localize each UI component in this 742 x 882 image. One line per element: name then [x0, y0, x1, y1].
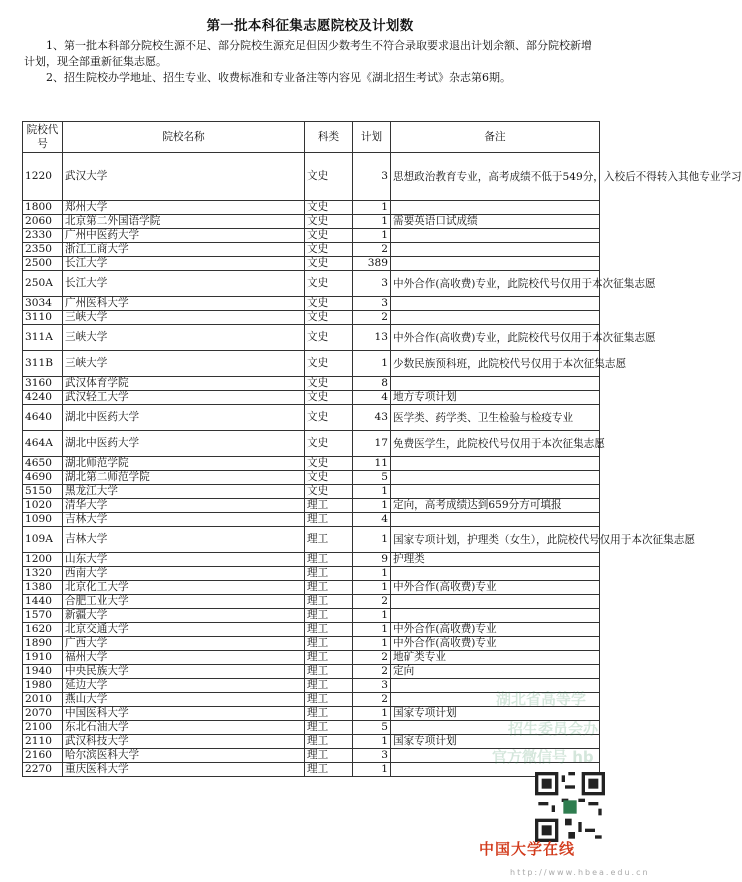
table-row [23, 457, 600, 471]
cell-name: 武汉轻工大学 [63, 391, 305, 405]
header-code: 院校代号 [23, 122, 63, 153]
cell-type: 理工 [305, 735, 353, 749]
cell-name: 湖北师范学院 [63, 457, 305, 471]
cell-plan: 1 [353, 499, 391, 513]
cell-code: 3034 [23, 297, 63, 311]
cell-plan: 3 [353, 297, 391, 311]
cell-type: 理工 [305, 763, 353, 777]
cell-type: 文史 [305, 471, 353, 485]
table-row [23, 485, 600, 499]
cell-plan: 4 [353, 513, 391, 527]
table-row [23, 581, 600, 595]
cell-remark [391, 567, 600, 581]
note-2: 2、招生院校办学地址、招生专业、收费标准和专业备注等内容见《湖北招生考试》杂志第6期。 [46, 71, 511, 84]
cell-plan: 2 [353, 243, 391, 257]
cell-plan: 389 [353, 257, 391, 271]
table-row [23, 325, 600, 351]
cell-code: 4640 [23, 405, 63, 431]
cell-remark [391, 471, 600, 485]
cell-plan: 1 [353, 609, 391, 623]
site-logo: 中国大学在线 [479, 840, 576, 858]
cell-code: 311B [23, 351, 63, 377]
header-name: 院校名称 [63, 122, 305, 153]
cell-type: 理工 [305, 749, 353, 763]
cell-code: 4690 [23, 471, 63, 485]
cell-plan: 3 [353, 679, 391, 693]
cell-remark [391, 243, 600, 257]
cell-type: 理工 [305, 721, 353, 735]
cell-code: 1320 [23, 567, 63, 581]
cell-name: 湖北中医药大学 [63, 405, 305, 431]
cell-name: 湖北第二师范学院 [63, 471, 305, 485]
cell-plan: 3 [353, 153, 391, 201]
cell-remark: 需要英语口试成绩 [391, 215, 600, 229]
cell-name: 三峡大学 [63, 351, 305, 377]
table-row [23, 553, 600, 567]
cell-name: 三峡大学 [63, 311, 305, 325]
cell-remark: 思想政治教育专业，高考成绩不低于549分，入校后不得转入其他专业学习 [391, 153, 600, 201]
table-body [23, 153, 742, 777]
cell-remark [391, 311, 600, 325]
cell-code: 2010 [23, 693, 63, 707]
cell-name: 北京第二外国语学院 [63, 215, 305, 229]
cell-remark: 中外合作(高收费)专业，此院校代号仅用于本次征集志愿 [391, 271, 600, 297]
cell-remark: 中外合作(高收费)专业 [391, 637, 600, 651]
cell-name: 中国医科大学 [63, 707, 305, 721]
cell-code: 311A [23, 325, 63, 351]
table-row [23, 651, 600, 665]
table-row [23, 471, 600, 485]
cell-plan: 1 [353, 637, 391, 651]
cell-name: 武汉科技大学 [63, 735, 305, 749]
cell-remark [391, 257, 600, 271]
cell-type: 文史 [305, 229, 353, 243]
cell-code: 3160 [23, 377, 63, 391]
table-row [23, 215, 600, 229]
cell-type: 文史 [305, 201, 353, 215]
page-title: 第一批本科征集志愿院校及计划数 [206, 18, 414, 34]
cell-remark: 定向，高考成绩达到659分方可填报 [391, 499, 600, 513]
cell-type: 理工 [305, 665, 353, 679]
cell-remark [391, 457, 600, 471]
table-header-row [23, 122, 600, 153]
cell-type: 理工 [305, 707, 353, 721]
cell-plan: 2 [353, 595, 391, 609]
table-row [23, 431, 600, 457]
cell-type: 文史 [305, 311, 353, 325]
cell-plan: 1 [353, 707, 391, 721]
cell-name: 长江大学 [63, 257, 305, 271]
cell-plan: 5 [353, 721, 391, 735]
cell-plan: 5 [353, 471, 391, 485]
cell-plan: 3 [353, 749, 391, 763]
cell-plan: 17 [353, 431, 391, 457]
cell-code: 464A [23, 431, 63, 457]
cell-type: 文史 [305, 431, 353, 457]
cell-plan: 2 [353, 693, 391, 707]
table-row [23, 499, 600, 513]
table-row [23, 665, 600, 679]
table-row [23, 595, 600, 609]
cell-plan: 1 [353, 201, 391, 215]
footer-url: http://www.hbea.edu.cn [510, 868, 650, 877]
cell-plan: 1 [353, 351, 391, 377]
cell-type: 理工 [305, 623, 353, 637]
cell-code: 1910 [23, 651, 63, 665]
cell-name: 中央民族大学 [63, 665, 305, 679]
cell-code: 109A [23, 527, 63, 553]
cell-name: 清华大学 [63, 499, 305, 513]
cell-remark: 中外合作(高收费)专业 [391, 623, 600, 637]
cell-plan: 1 [353, 735, 391, 749]
cell-remark: 国家专项计划 [391, 707, 600, 721]
cell-type: 文史 [305, 377, 353, 391]
qr-code [535, 772, 605, 842]
cell-name: 广州医科大学 [63, 297, 305, 311]
cell-code: 1800 [23, 201, 63, 215]
table-row [23, 201, 600, 215]
cell-code: 1940 [23, 665, 63, 679]
cell-remark [391, 513, 600, 527]
cell-type: 理工 [305, 693, 353, 707]
cell-name: 西南大学 [63, 567, 305, 581]
table-row [23, 297, 600, 311]
cell-name: 山东大学 [63, 553, 305, 567]
cell-plan: 2 [353, 651, 391, 665]
cell-type: 理工 [305, 513, 353, 527]
cell-type: 文史 [305, 485, 353, 499]
cell-code: 2500 [23, 257, 63, 271]
cell-name: 吉林大学 [63, 513, 305, 527]
cell-plan: 1 [353, 527, 391, 553]
cell-code: 4240 [23, 391, 63, 405]
cell-type: 理工 [305, 679, 353, 693]
cell-name: 北京化工大学 [63, 581, 305, 595]
cell-type: 文史 [305, 215, 353, 229]
header-type: 科类 [305, 122, 353, 153]
cell-remark [391, 229, 600, 243]
cell-plan: 8 [353, 377, 391, 391]
cell-type: 理工 [305, 567, 353, 581]
cell-remark: 国家专项计划 [391, 735, 600, 749]
cell-code: 1890 [23, 637, 63, 651]
watermark-line-3: 官方微信号 hb [492, 748, 594, 766]
cell-code: 2110 [23, 735, 63, 749]
watermark-line-1: 湖北省高等学 [496, 690, 587, 708]
cell-code: 5150 [23, 485, 63, 499]
cell-remark [391, 595, 600, 609]
cell-code: 3110 [23, 311, 63, 325]
cell-code: 2100 [23, 721, 63, 735]
cell-code: 2070 [23, 707, 63, 721]
cell-type: 理工 [305, 651, 353, 665]
cell-remark: 国家专项计划，护理类（女生），此院校代号仅用于本次征集志愿 [391, 527, 600, 553]
cell-code: 1200 [23, 553, 63, 567]
table-row [23, 257, 600, 271]
cell-type: 文史 [305, 243, 353, 257]
table-row [23, 609, 600, 623]
cell-remark: 中外合作(高收费)专业 [391, 581, 600, 595]
cell-name: 湖北中医药大学 [63, 431, 305, 457]
cell-plan: 1 [353, 215, 391, 229]
cell-name: 延边大学 [63, 679, 305, 693]
cell-name: 广州中医药大学 [63, 229, 305, 243]
cell-type: 文史 [305, 457, 353, 471]
table-row [23, 311, 600, 325]
cell-remark [391, 201, 600, 215]
cell-remark [391, 485, 600, 499]
cell-plan: 11 [353, 457, 391, 471]
cell-plan: 9 [353, 553, 391, 567]
cell-code: 250A [23, 271, 63, 297]
cell-name: 福州大学 [63, 651, 305, 665]
cell-remark: 定向 [391, 665, 600, 679]
cell-name: 东北石油大学 [63, 721, 305, 735]
header-plan: 计划 [353, 122, 391, 153]
cell-type: 文史 [305, 391, 353, 405]
cell-remark [391, 609, 600, 623]
table-row [23, 623, 600, 637]
header-remark: 备注 [391, 122, 600, 153]
cell-code: 1440 [23, 595, 63, 609]
cell-name: 北京交通大学 [63, 623, 305, 637]
cell-plan: 2 [353, 665, 391, 679]
cell-type: 文史 [305, 405, 353, 431]
table-row [23, 513, 600, 527]
table-row [23, 405, 600, 431]
cell-code: 2060 [23, 215, 63, 229]
cell-code: 1220 [23, 153, 63, 201]
table-row [23, 351, 600, 377]
cell-remark: 免费医学生，此院校代号仅用于本次征集志愿 [391, 431, 600, 457]
cell-type: 文史 [305, 271, 353, 297]
cell-plan: 1 [353, 581, 391, 595]
cell-remark: 地方专项计划 [391, 391, 600, 405]
cell-remark: 护理类 [391, 553, 600, 567]
cell-code: 2160 [23, 749, 63, 763]
table-row [23, 271, 600, 297]
cell-plan: 3 [353, 271, 391, 297]
cell-name: 吉林大学 [63, 527, 305, 553]
table-row [23, 153, 600, 201]
cell-code: 2330 [23, 229, 63, 243]
cell-plan: 2 [353, 311, 391, 325]
cell-type: 文史 [305, 153, 353, 201]
cell-type: 理工 [305, 609, 353, 623]
cell-name: 三峡大学 [63, 325, 305, 351]
cell-remark [391, 377, 600, 391]
table-row [23, 377, 600, 391]
cell-name: 哈尔滨医科大学 [63, 749, 305, 763]
cell-code: 1380 [23, 581, 63, 595]
cell-type: 理工 [305, 527, 353, 553]
cell-name: 重庆医科大学 [63, 763, 305, 777]
cell-name: 武汉体育学院 [63, 377, 305, 391]
cell-plan: 13 [353, 325, 391, 351]
cell-code: 1570 [23, 609, 63, 623]
watermark-line-2: 招生委员会办 [508, 720, 599, 738]
cell-name: 广西大学 [63, 637, 305, 651]
cell-type: 文史 [305, 325, 353, 351]
cell-plan: 1 [353, 567, 391, 581]
cell-name: 新疆大学 [63, 609, 305, 623]
cell-name: 燕山大学 [63, 693, 305, 707]
cell-plan: 1 [353, 623, 391, 637]
cell-plan: 1 [353, 763, 391, 777]
cell-code: 1620 [23, 623, 63, 637]
cell-name: 武汉大学 [63, 153, 305, 201]
table-row [23, 391, 600, 405]
table-row [23, 567, 600, 581]
cell-type: 文史 [305, 297, 353, 311]
cell-name: 郑州大学 [63, 201, 305, 215]
admission-plan-table [22, 121, 742, 777]
cell-code: 1980 [23, 679, 63, 693]
table-row [23, 527, 600, 553]
cell-code: 1090 [23, 513, 63, 527]
cell-remark: 医学类、药学类、卫生检验与检疫专业 [391, 405, 600, 431]
cell-remark: 少数民族预科班，此院校代号仅用于本次征集志愿 [391, 351, 600, 377]
cell-plan: 43 [353, 405, 391, 431]
cell-type: 文史 [305, 351, 353, 377]
cell-plan: 1 [353, 485, 391, 499]
cell-type: 文史 [305, 257, 353, 271]
cell-name: 黑龙江大学 [63, 485, 305, 499]
cell-plan: 1 [353, 229, 391, 243]
cell-code: 2270 [23, 763, 63, 777]
cell-plan: 4 [353, 391, 391, 405]
cell-name: 长江大学 [63, 271, 305, 297]
note-1: 1、第一批本科部分院校生源不足、部分院校生源充足但因少数考生不符合录取要求退出计划余额、部分院校新增计划，现全部重新征集志愿。 [24, 39, 592, 68]
cell-name: 合肥工业大学 [63, 595, 305, 609]
cell-code: 4650 [23, 457, 63, 471]
table-row [23, 243, 600, 257]
cell-remark: 地矿类专业 [391, 651, 600, 665]
cell-type: 理工 [305, 499, 353, 513]
table-row [23, 637, 600, 651]
cell-type: 理工 [305, 581, 353, 595]
cell-name: 浙江工商大学 [63, 243, 305, 257]
cell-code: 2350 [23, 243, 63, 257]
cell-remark: 中外合作(高收费)专业，此院校代号仅用于本次征集志愿 [391, 325, 600, 351]
cell-type: 理工 [305, 595, 353, 609]
cell-type: 理工 [305, 637, 353, 651]
table-row [23, 229, 600, 243]
cell-type: 理工 [305, 553, 353, 567]
cell-code: 1020 [23, 499, 63, 513]
cell-remark [391, 297, 600, 311]
